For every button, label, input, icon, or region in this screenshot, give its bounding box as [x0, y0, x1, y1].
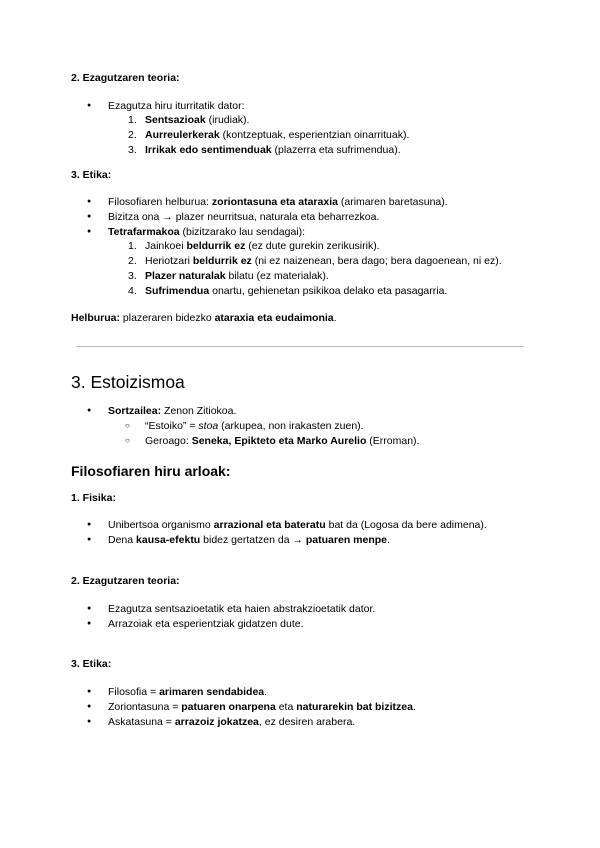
list-item: ● Tetrafarmakoa (bizitzarako lau sendagai): — [108, 225, 305, 239]
subtitle-three-areas: Filosofiaren hiru arloak: — [71, 463, 231, 479]
section-heading-knowledge: 2. Ezagutzaren teoria: — [71, 72, 180, 84]
list-item: ● Zoriontasuna = patuaren onarpena eta naturarekin bat bizitzea. — [108, 700, 416, 714]
sub-list-item: ○ “Estoiko” = stoa (arkupea, non irakasten zuen). — [145, 419, 364, 433]
horizontal-divider — [76, 346, 524, 347]
list-item: ● Askatasuna = arrazoiz jokatzea, ez desiren arabera. — [108, 715, 355, 729]
list-item: ● Ezagutza sentsazioetatik eta haien abstrakzioetatik dator. — [108, 602, 375, 616]
section-heading-knowledge-stoic: 2. Ezagutzaren teoria: — [71, 575, 180, 587]
list-item: ● Bizitza ona → plazer neurritsua, naturala eta beharrezkoa. — [108, 210, 379, 224]
numbered-item: 1. Sentsazioak (irudiak). — [128, 114, 250, 126]
list-item: ● Ezagutza hiru iturritatik dator: — [108, 99, 245, 113]
list-item: ● Filosofia = arimaren sendabidea. — [108, 685, 267, 699]
list-item: ● Dena kausa-efektu bidez gertatzen da → patuaren menpe. — [108, 533, 390, 547]
numbered-item: 2. Heriotzari beldurrik ez (ni ez naizenean, bera dago; bera dagoenean, ni ez). — [128, 255, 502, 267]
section-heading-physics: 1. Fisika: — [71, 492, 116, 504]
list-item: ● Arrazoiak eta esperientziak gidatzen dute. — [108, 617, 304, 631]
section-heading-ethics-stoic: 3. Etika: — [71, 658, 112, 670]
numbered-item: 4. Sufrimendua onartu, gehienetan psikikoa delako eta pasagarria. — [128, 285, 448, 297]
sub-list-item: ○ Geroago: Seneka, Epikteto eta Marko Aurelio (Erroman). — [145, 434, 419, 448]
numbered-item: 2. Aurreulerkerak (kontzeptuak, esperientzian oinarrituak). — [128, 129, 410, 141]
list-item: ● Unibertsoa organismo arrazional eta bateratu bat da (Logosa da bere adimena). — [108, 518, 487, 532]
numbered-item: 3. Irrikak edo sentimenduak (plazerra eta sufrimendua). — [128, 144, 401, 156]
list-item: ● Filosofiaren helburua: zoriontasuna eta ataraxia (arimaren baretasuna). — [108, 195, 448, 209]
goal-paragraph: Helburua: plazeraren bidezko ataraxia eta eudaimonia. — [71, 312, 337, 324]
page-title-stoicism: 3. Estoizismoa — [71, 372, 185, 392]
section-heading-ethics: 3. Etika: — [71, 169, 112, 181]
list-item: ● Sortzailea: Zenon Zitiokoa. — [108, 404, 236, 418]
numbered-item: 1. Jainkoei beldurrik ez (ez dute gurekin zerikusirik). — [128, 240, 380, 252]
numbered-item: 3. Plazer naturalak bilatu (ez materialak). — [128, 270, 329, 282]
